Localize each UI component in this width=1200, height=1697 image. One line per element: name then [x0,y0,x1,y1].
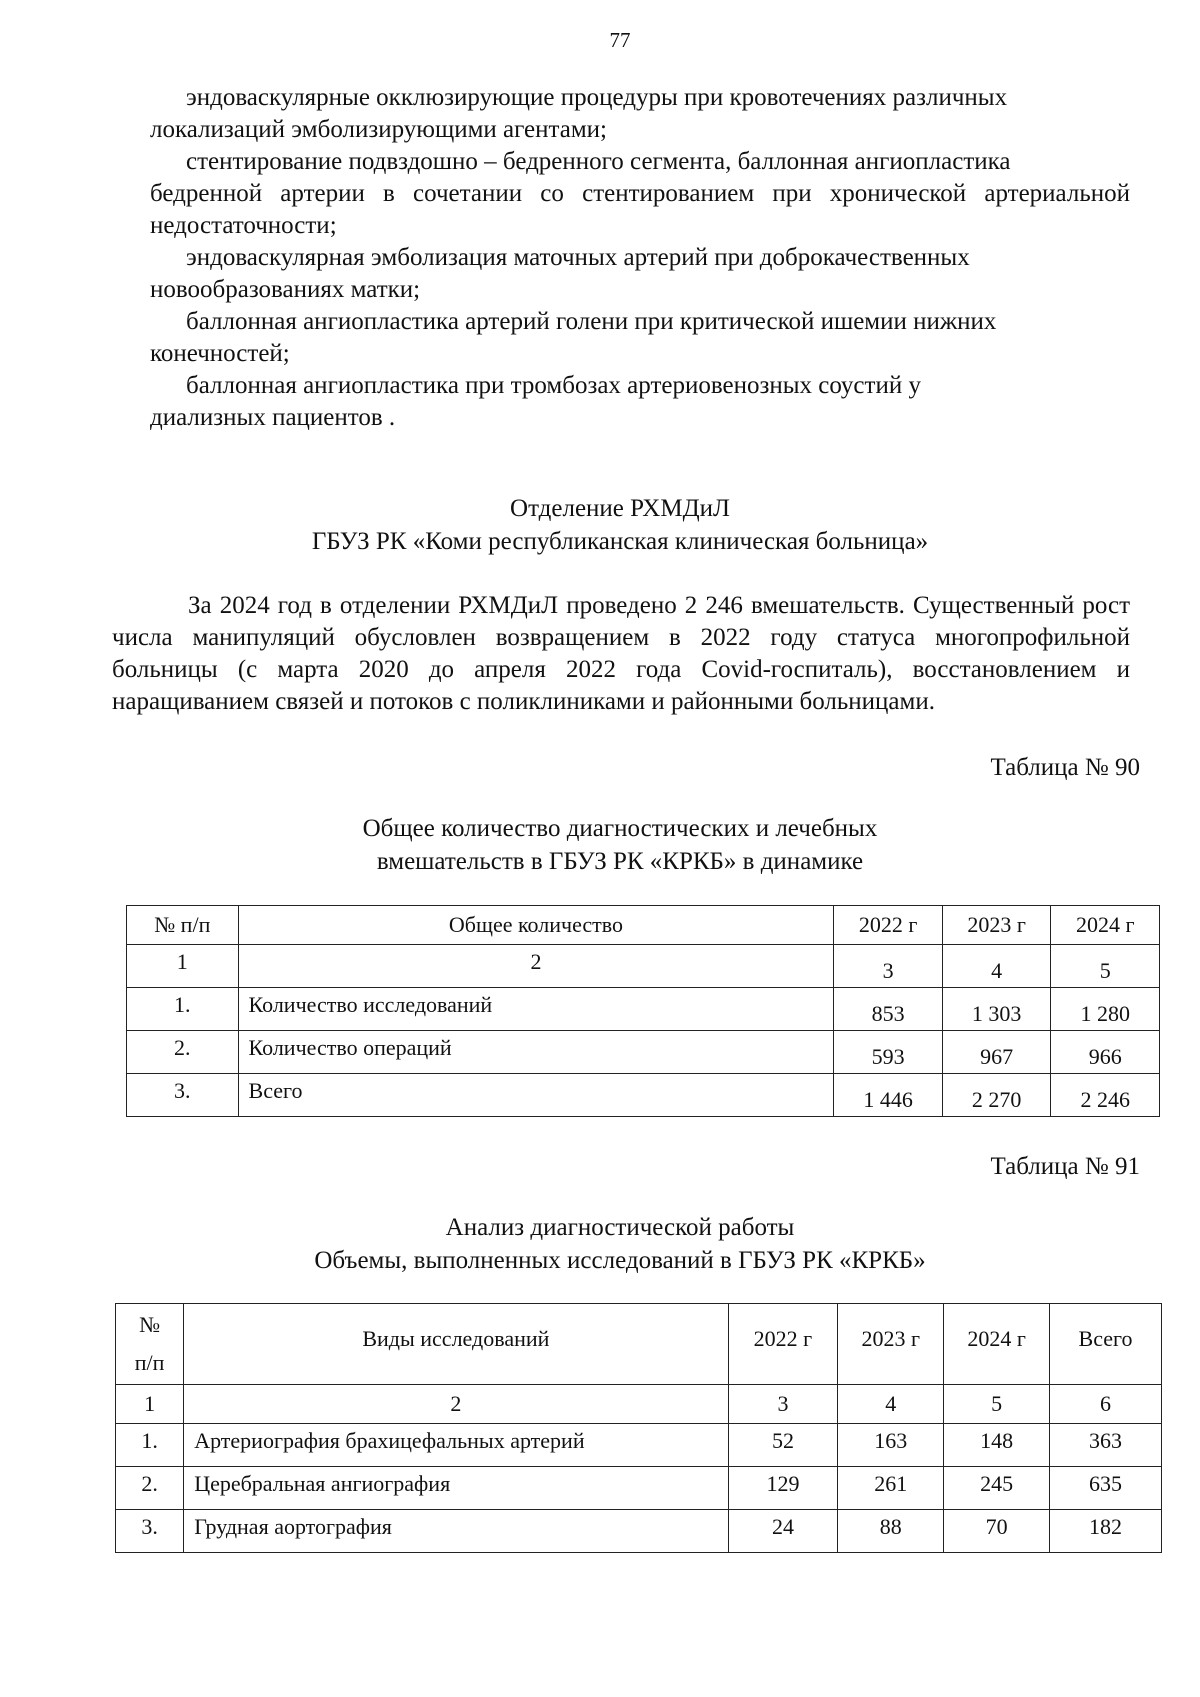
header-cell: 2023 г [838,1304,944,1385]
header-cell: 2024 г [944,1304,1050,1385]
header-cell: № п/п [127,906,239,945]
header-cell: 2023 г [942,906,1051,945]
list-item: эндоваскулярная эмболизация маточных артерий при доброкачественных новообразованиях матки; [150,244,970,303]
table-row: 1. Количество исследований 853 1 303 1 280 [127,988,1160,1031]
section-title: Отделение РХМДиЛ ГБУЗ РК «Коми республиканская клиническая больница» [311,495,929,555]
list-item: баллонная ангиопластика при тромбозах артериовенозных соустий у диализных пациентов . [150,372,921,431]
header-cell: Виды исследований [184,1304,728,1385]
table-91 [115,1303,1162,1553]
table-90 [126,905,1160,1117]
table-row: 2. Количество операций 593 967 966 [127,1031,1160,1074]
table-row: 3. Всего 1 446 2 270 2 246 [127,1074,1160,1117]
table-91-title: Анализ диагностической работы Объемы, выполненных исследований в ГБУЗ РК «КРКБ» [314,1214,926,1274]
header-cell: Всего [1050,1304,1162,1385]
header-cell: № п/п [116,1304,184,1385]
list-item: эндоваскулярные окклюзирующие процедуры при кровотечениях различных локализаций эмболизирующими агентами; [150,84,1008,143]
header-cell: Общее количество [238,906,834,945]
table-numbering-row: 1 2 3 4 5 [127,945,1160,988]
table-numbering-row: 1 2 3 4 5 6 [116,1385,1162,1424]
table-row: 3. Грудная аортография 24 88 70 182 [116,1510,1162,1553]
list-item: баллонная ангиопластика артерий голени при критической ишемии нижних конечностей; [150,308,997,367]
list-item: стентирование подвздошно – бедренного сегмента, баллонная ангиопластика бедренной артерии в сочетании со стентированием при хронической артериальной недостаточности; [150,148,1130,239]
header-cell: 2022 г [728,1304,838,1385]
page-number: 77 [609,28,631,52]
table-row: 1. Артериография брахицефальных артерий 52 163 148 363 [116,1424,1162,1467]
table-90-title: Общее количество диагностических и лечебных вмешательств в ГБУЗ РК «КРКБ» в динамике [362,815,878,875]
table-91-label: Таблица № 91 [990,1153,1140,1180]
table-90-label: Таблица № 90 [990,754,1140,781]
header-cell: 2022 г [834,906,943,945]
section-paragraph: За 2024 год в отделении РХМДиЛ проведено 2 246 вмешательств. Существенный рост числа манипуляций обусловлен возвращением в 2022 году статуса многопрофильной больницы (с марта 2020 до апреля 2022 года Covid-госпиталь), восстановлением и наращиванием связей и потоков с поликлиниками и районными больницами. [112,592,1130,715]
table-header [116,1304,1162,1385]
table-header [127,906,1160,945]
header-cell: 2024 г [1051,906,1160,945]
table-row: 2. Церебральная ангиография 129 261 245 635 [116,1467,1162,1510]
